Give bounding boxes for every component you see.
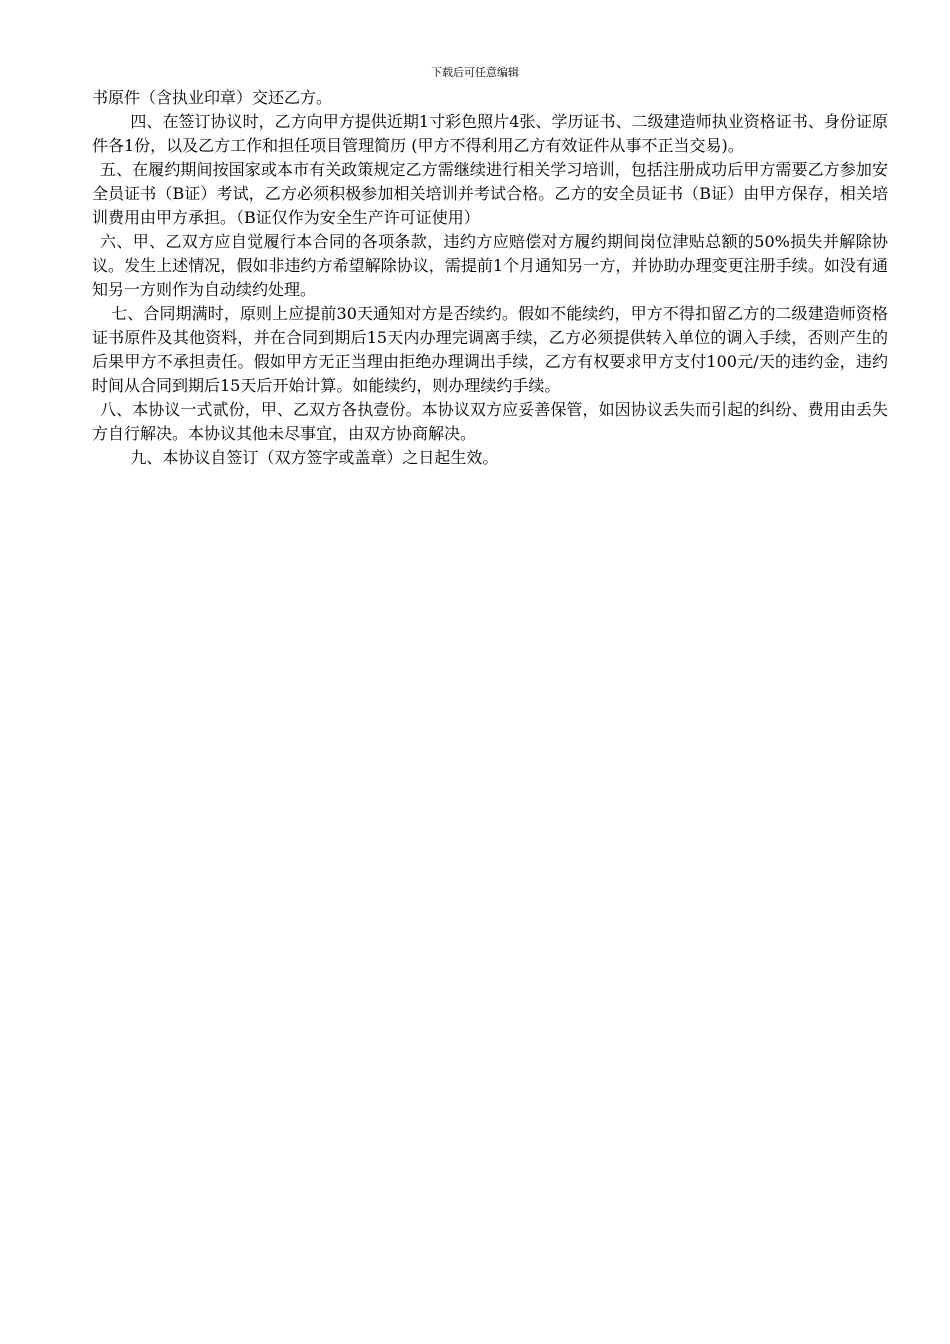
paragraph-continuation: 书原件（含执业印章）交还乙方。 [92, 88, 333, 107]
paragraph-clause-6: 六、甲、乙双方应自觉履行本合同的各项条款，违约方应赔偿对方履约期间岗位津贴总额的50%损失并解除协议。发生上述情况，假如非违约方希望解除协议，需提前1个月通知另一方，并协助办理变更注册手续。如没有通知另一方则作为自动续约处理。 [92, 232, 888, 299]
header-note: 下载后可任意编辑 [431, 66, 519, 79]
paragraph-clause-8: 八、本协议一式贰份，甲、乙双方各执壹份。本协议双方应妥善保管，如因协议丢失而引起的纠纷、费用由丢失方自行解决。本协议其他未尽事宜，由双方协商解决。 [92, 400, 888, 443]
paragraph-clause-7: 七、合同期满时，原则上应提前30天通知对方是否续约。假如不能续约，甲方不得扣留乙方的二级建造师资格证书原件及其他资料，并在合同到期后15天内办理完调离手续，乙方必须提供转入单位的调入手续，否则产生的后果甲方不承担责任。假如甲方无正当理由拒绝办理调出手续，乙方有权要求甲方支付100元/天的违约金，违约时间从合同到期后15天后开始计算。如能续约，则办理续约手续。 [92, 304, 888, 395]
paragraph-clause-5: 五、在履约期间按国家或本市有关政策规定乙方需继续进行相关学习培训，包括注册成功后甲方需要乙方参加安全员证书（B证）考试，乙方必须积极参加相关培训并考试合格。乙方的安全员证书（B证）由甲方保存，相关培训费用由甲方承担。（B证仅作为安全生产许可证使用） [92, 160, 888, 227]
paragraph-clause-9: 九、本协议自签订（双方签字或盖章）之日起生效。 [130, 448, 499, 467]
paragraph-clause-4: 四、在签订协议时，乙方向甲方提供近期1寸彩色照片4张、学历证书、二级建造师执业资格证书、身份证原件各1份，以及乙方工作和担任项目管理简历 (甲方不得利用乙方有效证件从事不正当交易)。 [92, 112, 888, 155]
document-body [92, 86, 888, 470]
